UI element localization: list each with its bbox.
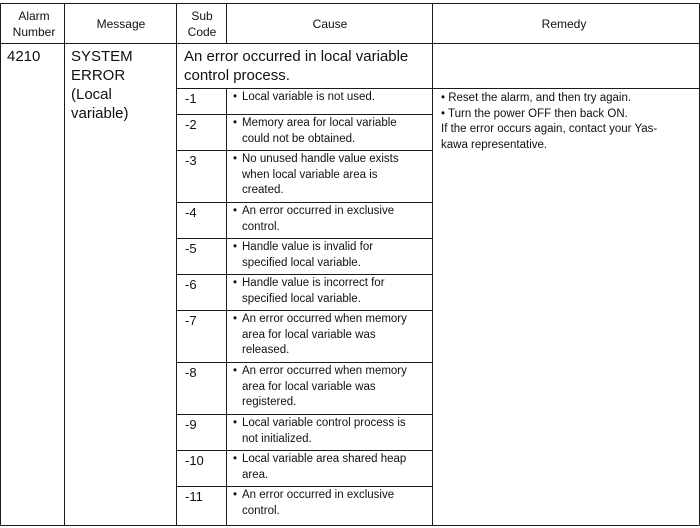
- header-message-label: Message: [96, 17, 146, 31]
- cause-line-text: No unused handle value exists: [242, 153, 399, 165]
- cause-line: [233, 312, 429, 328]
- cause-summary: [184, 47, 432, 85]
- cause-line-text: An error occurred when memory: [242, 313, 407, 325]
- cause-line: when local variable area is: [242, 168, 378, 181]
- cause-line: area.: [242, 468, 269, 481]
- alarm-message: [71, 47, 133, 123]
- header-alarm-number-line1: Alarm: [18, 9, 50, 23]
- sub-code: -10: [185, 453, 204, 468]
- bullet-icon: •: [233, 153, 238, 165]
- sub-code: -6: [185, 277, 197, 292]
- header-sub-code-line2: Code: [187, 25, 217, 39]
- cause-line: specified local variable.: [242, 292, 361, 305]
- remedy-line: • Reset the alarm, and then try again.: [441, 92, 632, 104]
- sub-code-cause: [233, 116, 429, 147]
- cause-line-text: An error occurred in exclusive: [242, 489, 395, 501]
- sub-code: -1: [185, 91, 197, 106]
- cause-line-text: Local variable area shared heap: [242, 453, 407, 465]
- cause-line: control.: [242, 504, 280, 517]
- cause-line: [233, 276, 429, 292]
- remedy-text: [441, 91, 691, 153]
- bullet-icon: •: [233, 489, 238, 501]
- header-cause: [228, 16, 432, 32]
- cause-line: created.: [242, 184, 284, 196]
- sub-code-cause: [233, 204, 429, 235]
- cause-line: [233, 416, 429, 432]
- header-remedy: [434, 16, 694, 32]
- header-sub-code: [178, 8, 226, 40]
- bullet-icon: •: [233, 117, 238, 129]
- sub-code-cause: [233, 488, 429, 519]
- cause-line: could not be obtained.: [242, 132, 356, 145]
- cause-summary-line: control process.: [184, 67, 290, 84]
- cause-line: area for local variable was: [242, 328, 376, 341]
- sub-code: -11: [185, 489, 203, 504]
- alarm-number: 4210: [7, 48, 41, 65]
- remedy-line: If the error occurs again, contact your Yas-: [441, 123, 658, 135]
- remedy-line: • Turn the power OFF then back ON.: [441, 107, 628, 120]
- cause-line-text: An error occurred in exclusive: [242, 205, 395, 217]
- sub-code-cause: [233, 240, 429, 271]
- cause-summary-line: An error occurred in local variable: [184, 48, 409, 65]
- sub-code-cause: [233, 452, 429, 483]
- cause-line: control.: [242, 220, 280, 233]
- cause-line: registered.: [242, 396, 297, 408]
- cause-line-text: Handle value is invalid for: [242, 241, 374, 253]
- cause-line-text: An error occurred when memory: [242, 365, 407, 377]
- sub-code: -2: [185, 117, 197, 132]
- bullet-icon: •: [233, 205, 238, 217]
- cause-line-text: Handle value is incorrect for: [242, 277, 385, 289]
- sub-code-cause: [233, 152, 429, 199]
- sub-code: -3: [185, 153, 197, 168]
- cause-line: [233, 116, 429, 132]
- sub-code: -7: [185, 313, 197, 328]
- sub-code-cause: [233, 416, 429, 447]
- cause-line-text: Memory area for local variable: [242, 117, 397, 129]
- header-alarm-number-line2: Number: [12, 25, 56, 39]
- alarm-message-line: (Local: [71, 86, 112, 103]
- bullet-icon: •: [233, 417, 238, 429]
- sub-code-cause: [233, 276, 429, 307]
- cause-line: specified local variable.: [242, 256, 361, 269]
- cause-line-text: Local variable control process is: [242, 417, 406, 429]
- cause-line: [233, 240, 429, 256]
- sub-code-cause: [233, 312, 429, 359]
- bullet-icon: •: [233, 241, 238, 253]
- bullet-icon: •: [233, 313, 238, 325]
- cause-line: [233, 204, 429, 220]
- alarm-message-line: ERROR: [71, 67, 126, 84]
- cause-line: not initialized.: [242, 432, 312, 445]
- header-alarm-number: [6, 8, 62, 40]
- cause-line: [233, 152, 429, 168]
- header-remedy-label: Remedy: [541, 17, 587, 31]
- cause-line: [233, 452, 429, 468]
- bullet-icon: •: [233, 91, 238, 103]
- sub-code: -9: [185, 417, 197, 432]
- alarm-message-line: variable): [71, 105, 129, 122]
- cause-line: released.: [242, 344, 290, 356]
- bullet-icon: •: [233, 453, 238, 465]
- bullet-icon: •: [233, 365, 238, 377]
- cause-line: area for local variable was: [242, 380, 376, 393]
- sub-code-cause: [233, 90, 429, 106]
- sub-code: -5: [185, 241, 197, 256]
- header-message: [66, 16, 176, 32]
- cause-line: [233, 90, 429, 106]
- sub-code-cause: [233, 364, 429, 411]
- cause-line: [233, 488, 429, 504]
- bullet-icon: •: [233, 277, 238, 289]
- cause-line: [233, 364, 429, 380]
- cause-line-text: Local variable is not used.: [242, 91, 375, 103]
- header-sub-code-line1: Sub: [191, 9, 213, 23]
- sub-code: -8: [185, 365, 197, 380]
- header-cause-label: Cause: [312, 17, 348, 31]
- remedy-line: kawa representative.: [441, 138, 548, 151]
- alarm-message-line: SYSTEM: [71, 48, 133, 65]
- sub-code: -4: [185, 205, 197, 220]
